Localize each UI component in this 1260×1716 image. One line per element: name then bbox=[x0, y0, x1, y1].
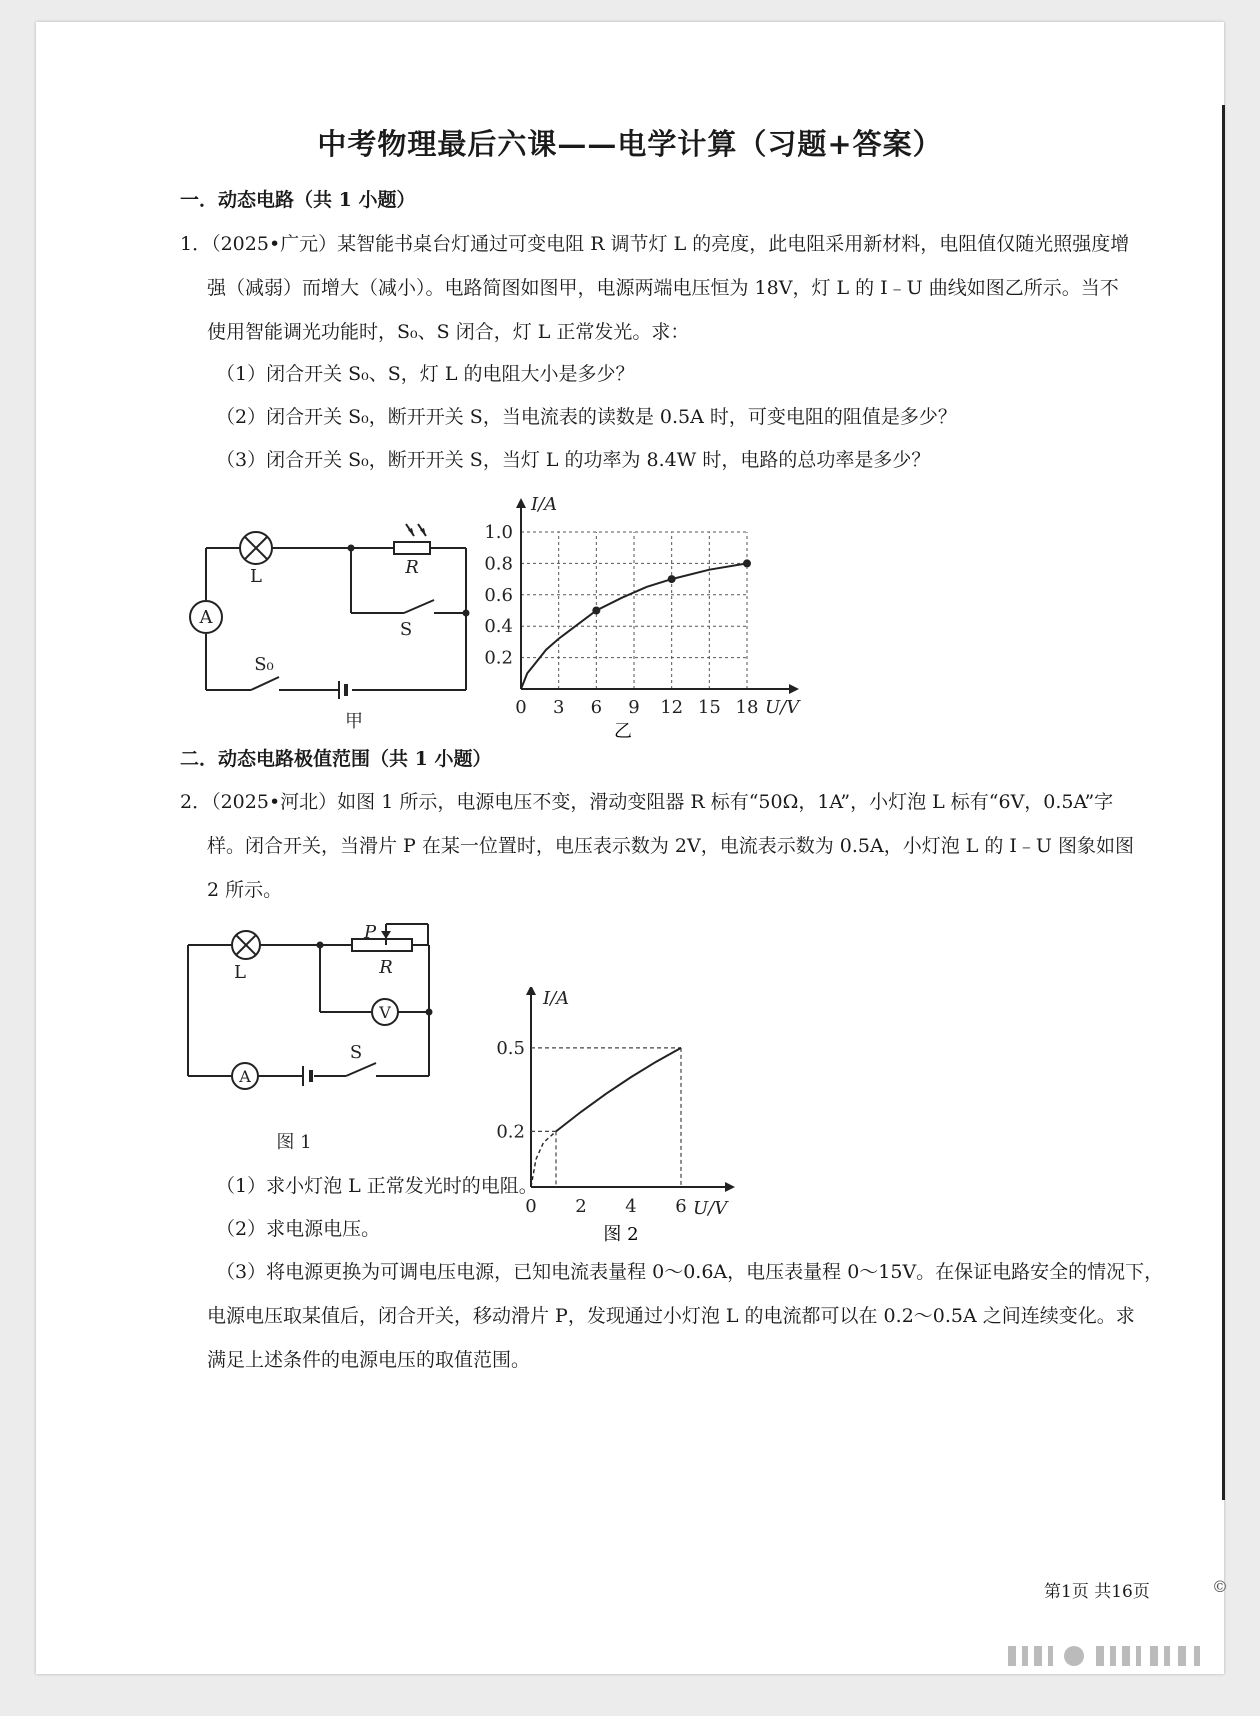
x-axis-arrow bbox=[725, 1182, 735, 1192]
y-tick-label: 0.6 bbox=[484, 584, 513, 606]
resistor-label: R bbox=[405, 557, 419, 578]
circuit-fig1 bbox=[176, 912, 496, 1162]
data-point bbox=[743, 559, 751, 567]
fig1-lamp-label: L bbox=[234, 962, 246, 983]
y-axis-arrow bbox=[516, 498, 526, 508]
fig1-resistor-label: R bbox=[379, 957, 393, 978]
y-tick-label: 0.2 bbox=[496, 1121, 525, 1143]
q2-line-2: 样。闭合开关，当滑片 P 在某一位置时，电压表示数为 2V，电流表示数为 0.5A，小灯泡 L 的 I﹣U 图象如图 bbox=[207, 835, 1134, 857]
switch-s-label: S bbox=[399, 619, 413, 640]
figure-jia-caption: 甲 bbox=[345, 711, 363, 732]
x-tick-label: 0 bbox=[515, 697, 527, 718]
page-title: 中考物理最后六课——电学计算（习题+答案） bbox=[317, 127, 943, 161]
x-tick-label: 2 bbox=[575, 1196, 587, 1217]
x-tick-label: 9 bbox=[628, 697, 640, 718]
fig1-ammeter-label: A bbox=[239, 1067, 251, 1086]
y-axis-label: I/A bbox=[543, 988, 570, 1009]
switch-s0-label: S₀ bbox=[254, 654, 274, 675]
lamp-label: L bbox=[250, 566, 262, 587]
x-axis-label: U/V bbox=[693, 1198, 728, 1219]
section1-heading: 一．动态电路（共 1 小题） bbox=[180, 189, 416, 211]
y-tick-label: 0.4 bbox=[484, 616, 513, 638]
q1-line-2: 强（减弱）而增大（减小）。电路简图如图甲，电源两端电压恒为 18V，灯 L 的 I﹣U 曲线如图乙所示。当不 bbox=[207, 277, 1119, 299]
y-tick-label: 1.0 bbox=[484, 522, 513, 543]
y-tick-label: 0.2 bbox=[484, 647, 513, 669]
iu-curve bbox=[556, 1048, 681, 1131]
q2-line-1: 2．（2025•河北）如图 1 所示，电源电压不变，滑动变阻器 R 标有“50Ω，1A”，小灯泡 L 标有“6V，0.5A”字 bbox=[180, 791, 1114, 813]
q1-sub-1: （1）闭合开关 S₀、S，灯 L 的电阻大小是多少？ bbox=[216, 363, 635, 385]
x-tick-label: 3 bbox=[552, 697, 565, 718]
circuit-jia bbox=[176, 500, 476, 732]
q1-line-3: 使用智能调光功能时，S₀、S 闭合，灯 L 正常发光。求： bbox=[207, 321, 690, 343]
x-tick-label: 4 bbox=[625, 1196, 637, 1217]
q1-sub-3: （3）闭合开关 S₀，断开开关 S，当灯 L 的功率为 8.4W 时，电路的总功率是多少？ bbox=[216, 449, 931, 471]
page-footer: 第1页 共16页 bbox=[1044, 1582, 1150, 1602]
figure-yi-caption: 乙 bbox=[614, 721, 632, 742]
chart-yi bbox=[476, 492, 836, 742]
data-point bbox=[668, 575, 676, 583]
q1-sub-2: （2）闭合开关 S₀，断开开关 S，当电流表的读数是 0.5A 时，可变电阻的阻值是多少？ bbox=[216, 406, 957, 428]
x-tick-label: 6 bbox=[590, 697, 603, 718]
section2-heading: 二．动态电路极值范围（共 1 小题） bbox=[180, 748, 492, 770]
watermark-bars bbox=[1004, 1642, 1224, 1670]
y-axis-label: I/A bbox=[531, 494, 558, 515]
fig1-voltmeter-label: V bbox=[379, 1003, 391, 1022]
x-axis-arrow bbox=[789, 684, 799, 694]
q2-sub-2: （2）求电源电压。 bbox=[216, 1218, 381, 1240]
corner-mark: © bbox=[1212, 1577, 1228, 1596]
y-tick-label: 0.5 bbox=[496, 1037, 525, 1059]
x-tick-label: 15 bbox=[697, 697, 721, 718]
y-tick-label: 0.8 bbox=[484, 553, 513, 575]
page-edge-shadow bbox=[1222, 105, 1225, 1500]
q2-sub-3c: 满足上述条件的电源电压的取值范围。 bbox=[207, 1349, 531, 1371]
x-tick-label: 6 bbox=[675, 1196, 687, 1217]
q2-line-3: 2 所示。 bbox=[207, 879, 283, 901]
figure-2-caption: 图 2 bbox=[603, 1224, 639, 1245]
q1-line-1: 1．（2025•广元）某智能书桌台灯通过可变电阻 R 调节灯 L 的亮度，此电阻采用新材料，电阻值仅随光照强度增 bbox=[180, 233, 1130, 255]
data-point bbox=[592, 607, 600, 615]
q2-sub-3a: （3）将电源更换为可调电压电源，已知电流表量程 0～0.6A，电压表量程 0～15V。在保证电路安全的情况下， bbox=[216, 1261, 1164, 1283]
x-tick-label: 18 bbox=[735, 697, 759, 718]
ammeter-label: A bbox=[199, 607, 213, 628]
figure-1-caption: 图 1 bbox=[276, 1132, 312, 1153]
x-tick-label: 12 bbox=[660, 697, 684, 718]
y-axis-arrow bbox=[526, 987, 536, 995]
q2-sub-3b: 电源电压取某值后，闭合开关，移动滑片 P，发现通过小灯泡 L 的电流都可以在 0.2～0.5A 之间连续变化。求 bbox=[207, 1305, 1135, 1327]
q2-sub-1: （1）求小灯泡 L 正常发光时的电阻。 bbox=[216, 1175, 538, 1197]
chart-fig2 bbox=[496, 987, 796, 1247]
fig1-switch-label: S bbox=[349, 1042, 363, 1063]
document-page bbox=[36, 22, 1228, 1674]
x-axis-label: U/V bbox=[765, 697, 800, 718]
x-tick-label: 0 bbox=[525, 1196, 537, 1217]
fig1-slider-label: P bbox=[363, 922, 377, 943]
